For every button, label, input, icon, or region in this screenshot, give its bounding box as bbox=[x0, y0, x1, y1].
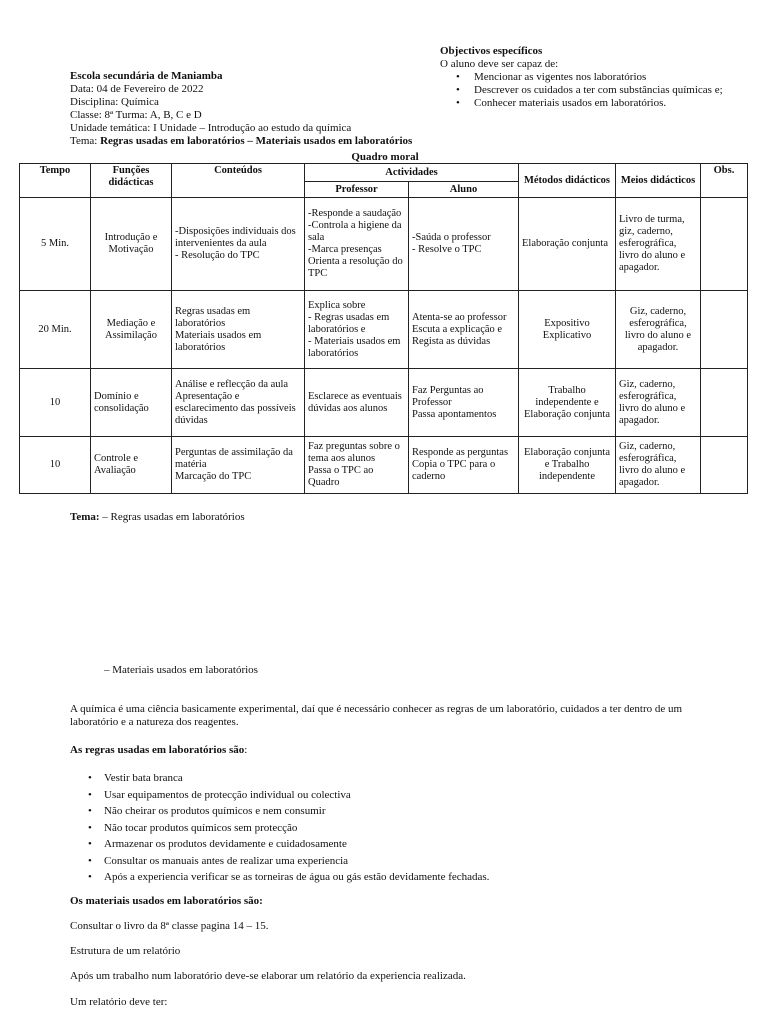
cell-obs bbox=[701, 369, 748, 437]
objectives-title: Objectivos específicos bbox=[440, 45, 543, 57]
cell-funcao: Introdução e Motivação bbox=[91, 198, 172, 291]
rule-item: • Não tocar produtos químicos sem protecção bbox=[70, 820, 710, 837]
cell-metodo: Expositivo Explicativo bbox=[519, 291, 616, 369]
lesson-class: Classe: 8ª Turma: A, B, C e D bbox=[70, 109, 202, 121]
rules-list bbox=[70, 770, 710, 886]
lesson-date: Data: 04 de Fevereiro de 2022 bbox=[70, 83, 204, 95]
objectives-intro: O aluno deve ser capaz de: bbox=[440, 58, 559, 70]
cell-professor: Faz preguntas sobre o tema aos alunos Passa o TPC ao Quadro bbox=[305, 437, 409, 494]
cell-aluno: Responde as perguntas Copia o TPC para o caderno bbox=[409, 437, 519, 494]
cell-tempo: 10 bbox=[20, 437, 91, 494]
report-must: Um relatório deve ter: bbox=[70, 996, 168, 1008]
header-tempo: Tempo bbox=[20, 164, 91, 198]
rule-item: • Após a experiencia verificar se as torneiras de água ou gás estão devidamente fechadas. bbox=[70, 869, 710, 886]
table-title: Quadro moral bbox=[351, 151, 419, 163]
rules-heading-line bbox=[70, 744, 710, 757]
header-funcoes: Funções didácticas bbox=[91, 164, 172, 198]
materials-text: Consultar o livro da 8ª classe pagina 14 – 15. bbox=[70, 920, 269, 932]
rule-item: • Não cheirar os produtos químicos e nem consumir bbox=[70, 803, 710, 820]
table-row bbox=[20, 291, 748, 369]
rules-heading-colon: : bbox=[244, 744, 248, 756]
header-aluno: Aluno bbox=[409, 182, 519, 198]
cell-conteudos: Perguntas de assimilação da matéria Marcação do TPC bbox=[172, 437, 305, 494]
cell-conteudos: -Disposições individuais dos intervenientes da aula - Resolução do TPC bbox=[172, 198, 305, 291]
theme-label: Tema: bbox=[70, 135, 101, 147]
report-heading: Estrutura de um relatório bbox=[70, 945, 181, 957]
materials-heading: Os materiais usados em laboratórios são: bbox=[70, 895, 263, 907]
report-text: Após um trabalho num laboratório deve-se elaborar um relatório da experiencia realizada. bbox=[70, 970, 466, 982]
cell-aluno: Atenta-se ao professor Escuta a explicação e Regista as dúvidas bbox=[409, 291, 519, 369]
rule-item: • Usar equipamentos de protecção individual ou colectiva bbox=[70, 787, 710, 804]
table-row bbox=[20, 198, 748, 291]
objective-item: • Conhecer materiais usados em laboratórios. bbox=[440, 97, 760, 110]
objectives-block bbox=[440, 45, 760, 110]
cell-obs bbox=[701, 437, 748, 494]
table-row bbox=[20, 369, 748, 437]
lesson-header bbox=[70, 70, 450, 148]
lesson-plan-table bbox=[19, 163, 748, 494]
cell-conteudos: Análise e reflecção da aula Apresentação e esclarecimento das possíveis dúvidas bbox=[172, 369, 305, 437]
cell-aluno: Faz Perguntas ao Professor Passa apontamentos bbox=[409, 369, 519, 437]
cell-meios: Giz, caderno, esferográfica, livro do aluno e apagador. bbox=[616, 437, 701, 494]
cell-professor: Explica sobre - Regras usadas em laboratórios e - Materiais usados em laboratórios bbox=[305, 291, 409, 369]
lesson-unit: Unidade temática: I Unidade – Introdução ao estudo da química bbox=[70, 122, 352, 134]
objectives-list bbox=[440, 71, 760, 110]
rule-item: • Consultar os manuais antes de realizar uma experiencia bbox=[70, 853, 710, 870]
tema-line-2: – Materiais usados em laboratórios bbox=[104, 664, 258, 676]
cell-tempo: 20 Min. bbox=[20, 291, 91, 369]
rules-heading: As regras usadas em laboratórios são bbox=[70, 744, 245, 756]
cell-metodo: Elaboração conjunta e Trabalho independente bbox=[519, 437, 616, 494]
header-conteudos: Conteúdos bbox=[172, 164, 305, 198]
table-row bbox=[20, 437, 748, 494]
cell-tempo: 5 Min. bbox=[20, 198, 91, 291]
tema-text-1: – Regras usadas em laboratórios bbox=[99, 511, 245, 523]
tema-label: Tema: bbox=[70, 511, 100, 523]
school-name: Escola secundária de Maniamba bbox=[70, 70, 223, 82]
cell-aluno: -Saúda o professor - Resolve o TPC bbox=[409, 198, 519, 291]
cell-funcao: Domínio e consolidação bbox=[91, 369, 172, 437]
lesson-theme bbox=[70, 135, 450, 148]
lesson-discipline: Disciplina: Química bbox=[70, 96, 159, 108]
tema-line-1 bbox=[70, 511, 710, 524]
header-meios: Meios didácticos bbox=[616, 164, 701, 198]
objective-item: • Descrever os cuidados a ter com substâncias químicas e; bbox=[440, 84, 760, 97]
cell-tempo: 10 bbox=[20, 369, 91, 437]
cell-funcao: Controle e Avaliação bbox=[91, 437, 172, 494]
header-obs: Obs. bbox=[701, 164, 748, 198]
cell-metodo: Trabalho independente e Elaboração conjunta bbox=[519, 369, 616, 437]
cell-meios: Livro de turma, giz, caderno, esferográfica, livro do aluno e apagador. bbox=[616, 198, 701, 291]
theme-value: Regras usadas em laboratórios – Materiais usados em laboratórios bbox=[100, 135, 413, 147]
rule-item: • Armazenar os produtos devidamente e cuidadosamente bbox=[70, 836, 710, 853]
rule-item: • Vestir bata branca bbox=[70, 770, 710, 787]
header-professor: Professor bbox=[305, 182, 409, 198]
cell-meios: Giz, caderno, esferográfica, livro do aluno e apagador. bbox=[616, 291, 701, 369]
cell-conteudos: Regras usadas em laboratórios Materiais usados em laboratórios bbox=[172, 291, 305, 369]
objective-item: • Mencionar as vigentes nos laboratórios bbox=[440, 71, 760, 84]
intro-paragraph: A química é uma ciência basicamente experimental, daí que é necessário conhecer as regras de um laboratório, cuidados a ter dentro de um laboratório e a natureza dos reagentes. bbox=[70, 703, 683, 728]
cell-meios: Giz, caderno, esferográfica, livro do aluno e apagador. bbox=[616, 369, 701, 437]
cell-professor: -Responde a saudação -Controla a higiene da sala -Marca presenças Orienta a resolução do TPC bbox=[305, 198, 409, 291]
header-metodos: Métodos didácticos bbox=[519, 164, 616, 198]
cell-metodo: Elaboração conjunta bbox=[519, 198, 616, 291]
cell-professor: Esclarece as eventuais dúvidas aos alunos bbox=[305, 369, 409, 437]
cell-obs bbox=[701, 198, 748, 291]
cell-obs bbox=[701, 291, 748, 369]
header-actividades: Actividades bbox=[305, 164, 519, 182]
cell-funcao: Mediação e Assimilação bbox=[91, 291, 172, 369]
